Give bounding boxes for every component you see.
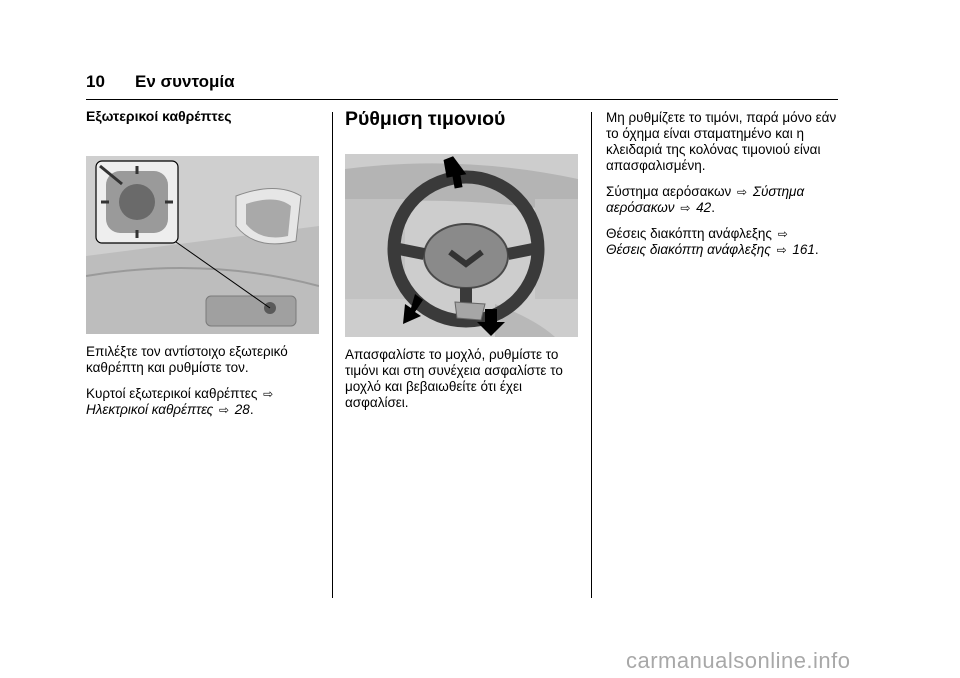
page-number: 10 [86,72,105,91]
section-heading-steering: Ρύθμιση τιμονιού [345,108,506,130]
xref-arrow-icon: ⇨ [680,201,691,215]
page-ref-161[interactable]: 161 [792,242,815,257]
mirror-figure [86,156,319,334]
page-ref-28[interactable]: 28 [234,402,250,417]
section-heading-mirrors: Εξωτερικοί καθρέπτες [86,108,232,124]
xref-arrow-icon: ⇨ [776,243,787,257]
column-3 [606,110,838,268]
steering-instruction: Απασφαλίστε το μοχλό, ρυθμίστε το τιμόνι και στη συνέχεια ασφαλίστε το μοχλό και βεβαιωθείτε ότι έχει ασφαλίσει. [345,347,563,410]
column-2 [345,108,581,131]
chapter-title: Εν συντομία [135,72,235,91]
link-ignition-positions[interactable]: Θέσεις διακόπτη ανάφλεξης [606,242,771,257]
xref-arrow-icon: ⇨ [218,403,230,417]
xref-arrow-icon: ⇨ [737,185,748,199]
column-divider-1 [332,112,333,598]
watermark: carmanualsonline.info [626,648,851,673]
steering-illustration [345,154,578,337]
link-airbag-system-a[interactable]: Σύστημα [752,184,805,199]
steering-warning: Μη ρυθμίζετε το τιμόνι, παρά μόνο εάν το όχημα είναι σταματημένο και η κλειδαριά της κολόνας τιμονιού είναι απασφαλισμένη. [606,110,837,173]
page-ref-42[interactable]: 42 [696,200,712,215]
ignition-paragraph: Θέσεις διακόπτη ανάφλεξης ⇨ Θέσεις διακόπτη ανάφλεξης ⇨ 161. [606,226,819,257]
column-1 [86,108,322,124]
mirror-instruction: Επιλέξτε τον αντίστοιχο εξωτερικό καθρέπτη και ρυθμίστε τον. [86,344,288,375]
link-electric-mirrors[interactable]: Ηλεκτρικοί καθρέπτες [86,402,214,417]
column-divider-2 [591,112,592,598]
column-2-text [345,347,581,421]
airbag-paragraph: Σύστημα αερόσακων ⇨ Σύστημα αερόσακων ⇨ 42. [606,184,805,215]
column-1-text [86,344,322,428]
page-header [86,70,838,100]
xref-arrow-icon: ⇨ [777,227,788,241]
link-airbag-system-b[interactable]: αερόσακων [606,200,675,215]
mirror-illustration [86,156,319,334]
header-rule [86,99,838,100]
steering-figure [345,154,578,337]
convex-mirrors-paragraph: Κυρτοί εξωτερικοί καθρέπτες ⇨ Ηλεκτρικοί καθρέπτες ⇨ 28. [86,386,274,417]
xref-arrow-icon: ⇨ [263,387,274,401]
